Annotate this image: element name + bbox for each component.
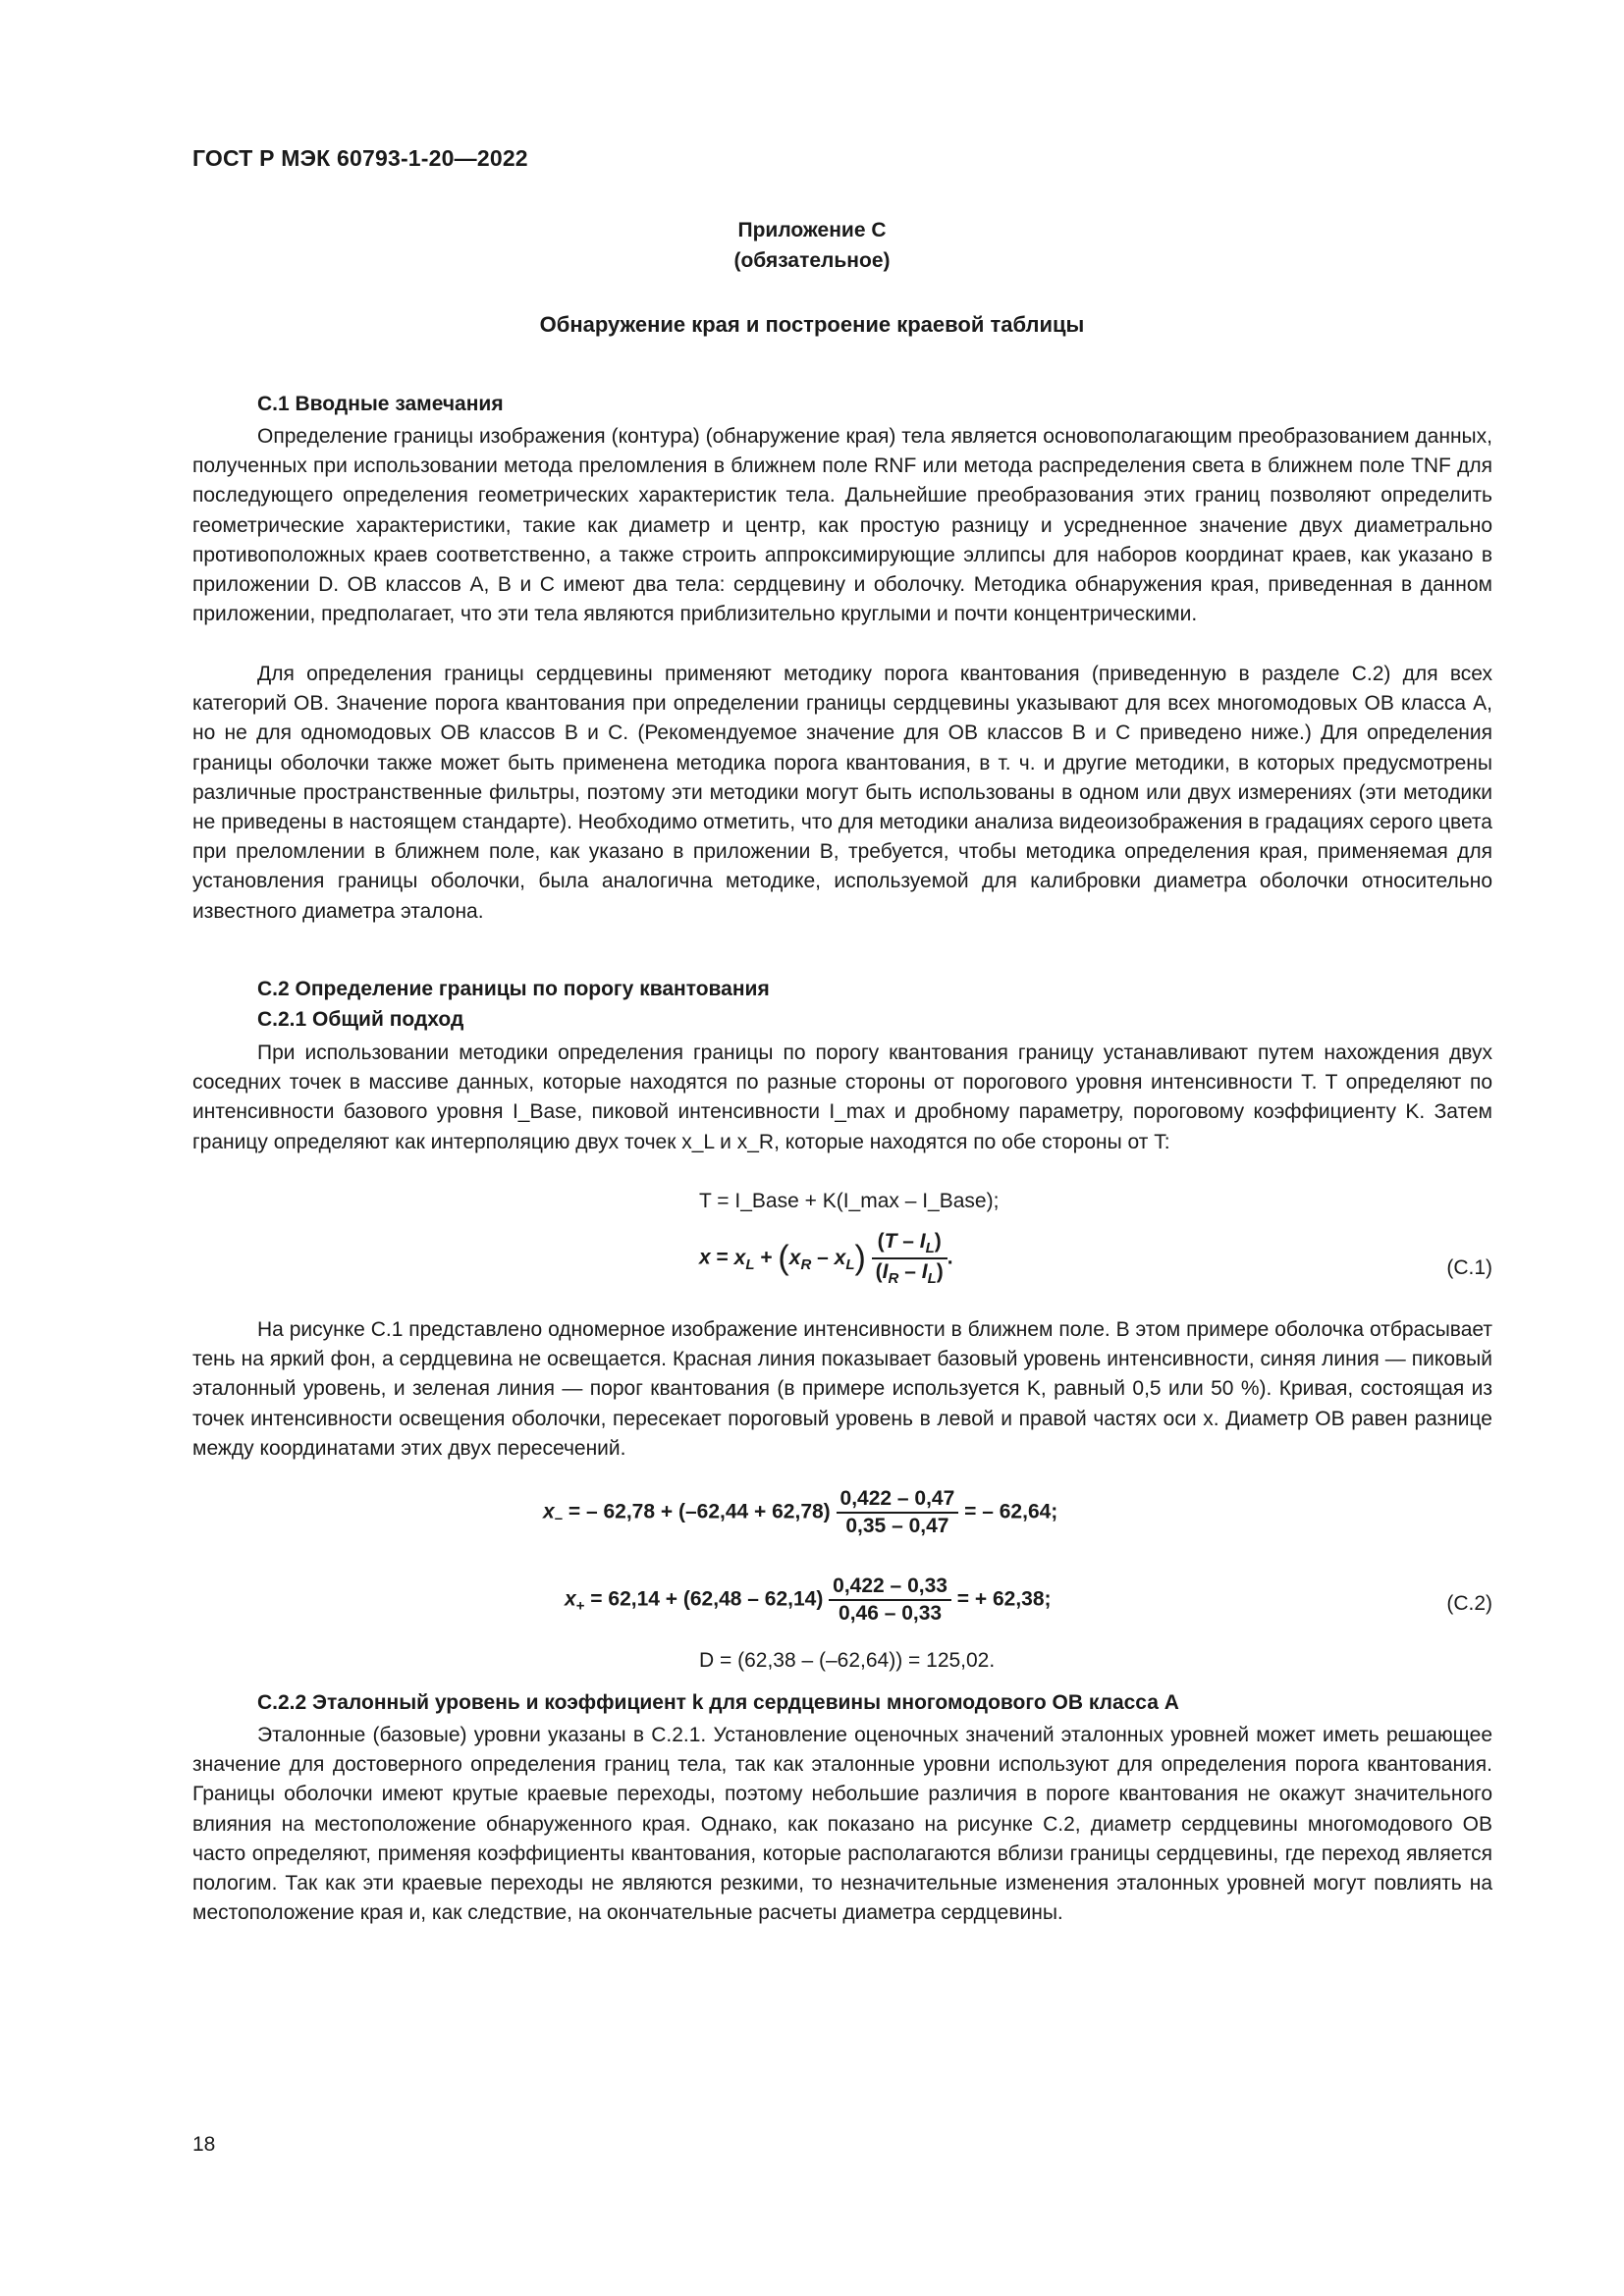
equation-c2-x-minus-symbol: x bbox=[543, 1500, 555, 1523]
equation-c2-x-minus-body: = – 62,78 + (–62,44 + 62,78) bbox=[568, 1500, 831, 1523]
section-c2-heading: С.2 Определение границы по порогу квантования bbox=[257, 978, 770, 1000]
section-c1-paragraph-1 bbox=[192, 422, 1492, 629]
appendix-label: Приложение С bbox=[737, 219, 887, 241]
document-header: ГОСТ Р МЭК 60793-1-20—2022 bbox=[192, 145, 528, 171]
equation-c2-diameter: D = (62,38 – (–62,64)) = 125,02. bbox=[699, 1649, 996, 1672]
equation-c1-fraction: $\frac{(T - I_L)}{(I_R - I_L)}$ bbox=[872, 1230, 947, 1287]
section-c22-heading: С.2.2 Эталонный уровень и коэффициент k для сердцевины многомодового ОВ класса А bbox=[257, 1691, 1179, 1714]
equation-c2-x-plus-fraction bbox=[829, 1575, 951, 1626]
equation-c2-number: (С.2) bbox=[1446, 1592, 1492, 1615]
equation-c2-x-minus-result: = – 62,64; bbox=[964, 1500, 1058, 1523]
equation-c1-threshold: T = I_Base + K(I_max – I_Base); bbox=[699, 1190, 1000, 1212]
section-c1-paragraph-1-text: Определение границы изображения (контура) (обнаружение края) тела является основополагающим преобразованием данных, полученных при использовании метода преломления в ближнем поле RNF или метода распределения света в ближнем поле TNF для последующего определения геометрических характеристик тела. Дальнейшие преобразования этих границ позволяют определить геометрические характеристики, такие как диаметр и центр, как простую разницу и усредненное значение двух диаметрально противоположных краев соответственно, а также строить аппроксимирующие эллипсы для наборов координат краев, как указано в приложении D. ОВ классов А, В и С имеют два тела: сердцевину и оболочку. Методика обнаружения края, приведенная в данном приложении, предполагает, что эти тела являются приблизительно круглыми и почти концентрическими. bbox=[192, 425, 1492, 626]
section-c1-paragraph-2 bbox=[192, 660, 1492, 927]
section-c22-paragraph bbox=[192, 1721, 1492, 1928]
equation-c2-x-plus: $x_+ = 62,14 + (62,48 - 62,14)$ $\frac{0,422 - 0,33}{0,46 - 0,33}$ = + 62,38; bbox=[565, 1575, 1052, 1625]
section-c21-paragraph-2-text: На рисунке С.1 представлено одномерное изображение интенсивности в ближнем поле. В этом примере оболочка отбрасывает тень на яркий фон, а сердцевина не освещается. Красная линия показывает базовый уровень интенсивности, синяя линия — пиковый эталонный уровень, и зеленая линия — порог квантования (в примере используется K, равный 0,5 или 50 %). Кривая, состоящая из точек интенсивности освещения оболочки, пересекает пороговый уровень в левой и правой частях оси x. Диаметр ОВ равен разнице между координатами этих двух пересечений. bbox=[192, 1318, 1492, 1460]
page-number: 18 bbox=[192, 2133, 216, 2156]
equation-c2-x-minus: $x_-$ = – 62,78 + (–62,44 + 62,78) $\frac{0,422 - 0,47}{0,35 - 0,47}$ = – 62,64; bbox=[543, 1487, 1058, 1537]
equation-c2-x-minus-numerator: 0,422 – 0,47 bbox=[837, 1487, 959, 1514]
section-c21-paragraph-2 bbox=[192, 1315, 1492, 1464]
equation-c1-number: (С.1) bbox=[1446, 1256, 1492, 1279]
section-c21-paragraph bbox=[192, 1039, 1492, 1157]
section-c21-paragraph-text: При использовании методики определения границы по порогу квантования границу устанавливают путем нахождения двух соседних точек в массиве данных, которые находятся по разные стороны от порогового уровня интенсивности T. T определяют по интенсивности базового уровня I_Base, пиковой интенсивности I_max и дробному параметру, пороговому коэффициенту K. Затем границу определяют как интерполяцию двух точек x_L и x_R, которые находятся по обе стороны от T: bbox=[192, 1041, 1492, 1153]
section-c21-heading: С.2.1 Общий подход bbox=[257, 1008, 464, 1031]
section-c1-heading: С.1 Вводные замечания bbox=[257, 393, 504, 415]
appendix-title: Обнаружение края и построение краевой таблицы bbox=[539, 312, 1085, 337]
equation-c2-x-plus-body: = 62,14 + (62,48 – 62,14) bbox=[590, 1587, 824, 1611]
equation-c2-x-plus-numerator: 0,422 – 0,33 bbox=[829, 1575, 951, 1601]
equation-c2-x-plus-result: = + 62,38; bbox=[956, 1587, 1052, 1611]
equation-c1-interpolation: $x = x_L + (x_R - x_L)$ $\frac{(T - I_L)}{(I_R - I_L)}$ . bbox=[699, 1230, 953, 1288]
section-c22-paragraph-text: Эталонные (базовые) уровни указаны в С.2.1. Установление оценочных значений эталонных уровней может иметь решающее значение для достоверного определения границ тела, так как эталонные уровни используют для определения порога квантования. Границы оболочки имеют крутые краевые переходы, поэтому небольшие различия в пороге квантования не окажут значительного влияния на местоположение обнаруженного края. Однако, как показано на рисунке С.2, диаметр сердцевины многомодового ОВ часто определяют, применяя коэффициенты квантования, которые располагаются вблизи границы сердцевины, где переход является пологим. Так как эти краевые переходы не являются резкими, то незначительные изменения эталонных уровней могут повлиять на местоположение края и, как следствие, на окончательные расчеты диаметра сердцевины. bbox=[192, 1724, 1492, 1925]
equation-c2-x-plus-denominator: 0,46 – 0,33 bbox=[839, 1602, 943, 1625]
section-c1-paragraph-2-text: Для определения границы сердцевины применяют методику порога квантования (приведенную в разделе С.2) для всех категорий ОВ. Значение порога квантования при определении границы сердцевины указывают для всех многомодовых ОВ класса А, но не для одномодовых ОВ классов В и С. (Рекомендуемое значение для ОВ классов В и С приведено ниже.) Для определения границы оболочки также может быть применена методика порога квантования, в т. ч. и другие методики, в которых предусмотрены различные пространственные фильтры, поэтому эти методики могут быть использованы в одном или двух измерениях (эти методики не приведены в настоящем стандарте). Необходимо отметить, что для методики анализа видеоизображения в градациях серого цвета при преломлении в ближнем поле, как указано в приложении В, требуется, чтобы методика определения края, применяемая для установления границы оболочки, была аналогична методике, используемой для калибровки диаметра оболочки относительно известного диаметра эталона. bbox=[192, 663, 1492, 923]
equation-c2-x-minus-fraction bbox=[837, 1487, 959, 1538]
appendix-status: (обязательное) bbox=[733, 249, 891, 272]
equation-c2-x-minus-denominator: 0,35 – 0,47 bbox=[845, 1515, 949, 1537]
